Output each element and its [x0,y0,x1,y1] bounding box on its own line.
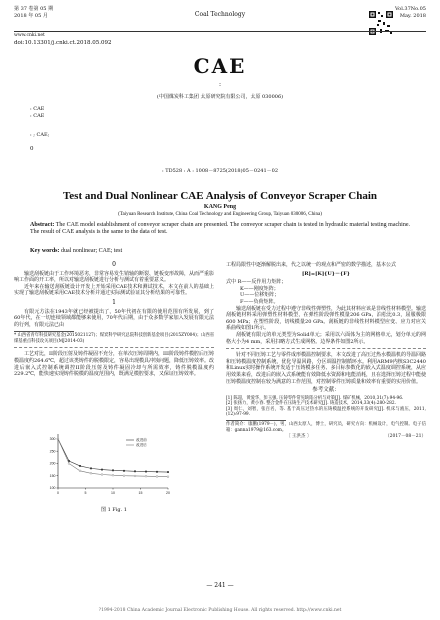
data-point [101,474,103,476]
reference-item: [3] 周仁，刘智，张百名，等. 基于高压过热水的压铸模温控系统的开发研究[J]. 机床与液压，2011,(12):97-99. [226,406,426,418]
qr-code-icon [368,10,394,36]
classification-line: : TD528 : A : 1008－8725(2018)05－0241－02 [161,168,279,174]
data-point [134,475,136,477]
received-date: （2017－08－21） [385,434,426,440]
equation: [R]=[K]{U}－{F} [302,270,350,277]
affiliation-en: (Taiyuan Research Institute, China Coal Technology and Engineering Group, Taiyuan 030006, China) [118,212,322,217]
y-tick-label: 100 [49,486,56,491]
data-point [167,471,169,473]
abstract-cn-line: : CAE [30,106,45,112]
date-label-en: May. 2018 [399,12,426,19]
date-label: 2018 年 05 月 [14,12,48,19]
figure-label: 图 1 [100,507,111,513]
legend-label: 改进前 [136,438,147,443]
article-title-en: Test and Dual Nonlinear CAE Analysis of Conveyor Scraper Chain [62,190,378,202]
author-note: 作者简介：康鹏(1979－)，男，山西太原人，博士，研究员，研究方向：机械设计，电气控制。电子信箱：ganna1979@163.com。 [226,422,426,433]
data-point [134,470,136,472]
x-tick-label: 20 [166,491,170,495]
author-cn: : [218,81,222,88]
data-point [145,471,147,473]
equation-term: F——负荷矩阵。 [240,298,279,305]
paragraph: 输送刮板链在受力过程中遵守非线性弹塑性，为此其材料应该是非线性材料模型。输送刮板链材料采用弹塑性材料模型，在弹性阶段弹性模量206 GPa，泊松比0.3，屈服极限600 MPa；在塑性阶段，切线模量20 GPa。刮板链的非线性材料模型应变、应力对应关系曲线如图1所示。 [226,305,427,332]
y-tick-label: 150 [49,473,56,478]
page-split-divider [226,348,426,349]
volume-label: 第 37 卷第 05 期 [14,6,54,12]
volume-label-en: Vol.37No.05 [395,6,426,12]
header-rule [14,31,426,32]
legend-label: 改进后 [136,443,147,448]
data-point [79,465,81,467]
paragraph: 近年来在输送刮板链设计开发上开始采用CAE技术和测试技术，本文在前人的基础上实现了输送刮板链采用CAE技术分析并通过实际测试验证其分析结果的可靠性。 [14,283,214,297]
section-heading: 0 [30,146,34,152]
section-heading: 1 [112,298,116,306]
abstract-en-text: The CAE model establishment of conveyor scraper chain are presented. The conveyor scraper chain is tested in hydraulic material testing machine. The result of CAE analysis is the same to the data of test. [30,222,410,236]
paragraph: 输送刮板链由于工作环境恶劣，非常容易发生销轴的断裂、链板变形故障，从而严重影响工作面的开工率，所以对输送刮板链进行分析与测试有着重要意义。 [14,270,215,284]
page-number: — 241 — [206,582,234,589]
figure-caption-en: Fig. 1 [112,507,127,513]
y-tick-label: 200 [49,461,56,466]
abstract-cn [30,106,410,119]
right-column [226,262,426,440]
data-point [68,463,70,465]
author-en: KANG Peng [203,204,237,210]
article-title-cn: CAE [193,54,247,78]
figure-chart [44,430,174,498]
data-point [90,467,92,469]
data-point [156,476,158,478]
paragraph: 针对不同压铸工艺与零件成形模温控制要求，本文改进了高压过热水模温机的导温回路和压铸模温度控制系统，优化导温回路，分区调温控制循环水。利用ARM9内核S3C2440和Linux实时操作系统开发适于压铸模多任务、多目标参数化的嵌入式温度调控系统，从应用效果来看，改进后的嵌入式系统能有效降低水资源和电能消耗，且在选择压铸过程中能使压铸模温度控制在较为满意的工作范围，对控制零件压铸质量和效率有重要的实用价值。 [226,352,427,385]
x-tick-label: 15 [138,491,143,495]
equation-term: K——刚度矩阵； [240,285,279,292]
footnote-rule [226,420,286,421]
left-column [14,262,214,378]
references-heading: 参考文献： [312,387,340,394]
data-point [90,472,92,474]
data-point [123,470,125,472]
funding-note: * 山西省青年科技研究基金(2015021127)；煤炭科学研究总院科技创新基金项目(2015ZY004)；山西省煤基重点科技攻关项目(MJ2014-03) [14,333,215,344]
paragraph: 工程局限性中逐渐解脱出来，代之以统一的观点和严密的数学描述，基本公式 [226,262,397,268]
doi: doi:10.13301/j.cnki.ct.2018.05.092 [14,40,112,46]
figure-caption [14,506,214,513]
paragraph: 有限元方法在1943年就已经被提出了，50年代初在有限的使用范围有所发展，到了60年代，在一切连续领域都能够来使用，70年代后期，由于众多数学家加入发展有限元法的行列，有限元法已由 [14,308,214,328]
site-url: www.cnki.net [14,33,45,38]
abstract-cn-line: : CAE [30,112,45,119]
data-point [112,469,114,471]
data-point [112,474,114,476]
equation-term: 式中 R——反作用力矩阵； [226,279,287,286]
data-point [167,476,169,478]
equation-terms [226,279,426,305]
editor-name: 〔 王洪杰 〕 [286,434,312,440]
data-point [145,475,147,477]
keywords-cn: : ; CAE; [30,132,50,138]
keywords-en-text: dual nonlinear; CAE; test [61,248,123,254]
journal-name: Coal Technology [194,11,246,18]
keywords-en-label: Key words: [30,248,60,254]
paragraph: 刮板链有限元的单元类型为Solid单元；采用以六面体为主的网格单元，划分单元的网格大小为4 mm，采用扫略方式生成网格。边界条件如图2所示。 [226,331,426,345]
y-tick-label: 300 [49,437,56,442]
reference-item: [2] 张扬力，黄小春. 整合金件在压铸生产技术研究[J]. 铸造技术，2014,33(4):280-282. [226,401,396,407]
data-point [156,471,158,473]
section-heading: 0 [112,261,116,268]
data-point [123,475,125,477]
issue-info-en [395,6,426,19]
paragraph: 工艺对比，II阶段压射及铸件凝固不充分，在单次压铸周期内，III阶段铸件模腔后压铸模温度约264.6℃，超过该类铸件的脱模限定，容易出现模具冲蚀问题，降低压铸效率。改进后嵌入式控制系统调控II阶段压射及铸件凝固冷却与所需效率，铸件脱模温度约229.2℃，能快速实现铸件脱模的温度范围内，既满足模腔要求，又保证压铸效率。 [14,351,214,378]
data-point [101,469,103,471]
references-list [226,396,426,418]
keywords-en [30,248,122,254]
copyright-footer: ?1994-2018 China Academic Journal Electronic Publishing House. All rights reserved. http://www.cnki.net [98,608,342,613]
x-tick-label: 10 [111,491,115,495]
affiliation-cn: (中国煤炭科工集团 太原研究院有限公司，太原 030006) [156,94,284,100]
data-point [57,438,59,440]
x-tick-label: 5 [84,491,87,495]
editor-line [226,434,426,440]
page-split-divider [14,347,214,348]
y-tick-label: 250 [49,449,56,454]
abstract-en [30,222,410,236]
reference-item: [1] 陈超，黄爱华，彭玉强. 压铸零件常见缺陷分析与对策[J]. 煤矿机械，2010,31(7):94-96. [226,395,404,401]
equation-term: U——位移矩阵； [240,292,280,299]
data-point [79,470,81,472]
x-tick-label: 0 [57,491,59,495]
line-chart [44,430,174,498]
abstract-en-label: Abstract: [30,222,55,228]
